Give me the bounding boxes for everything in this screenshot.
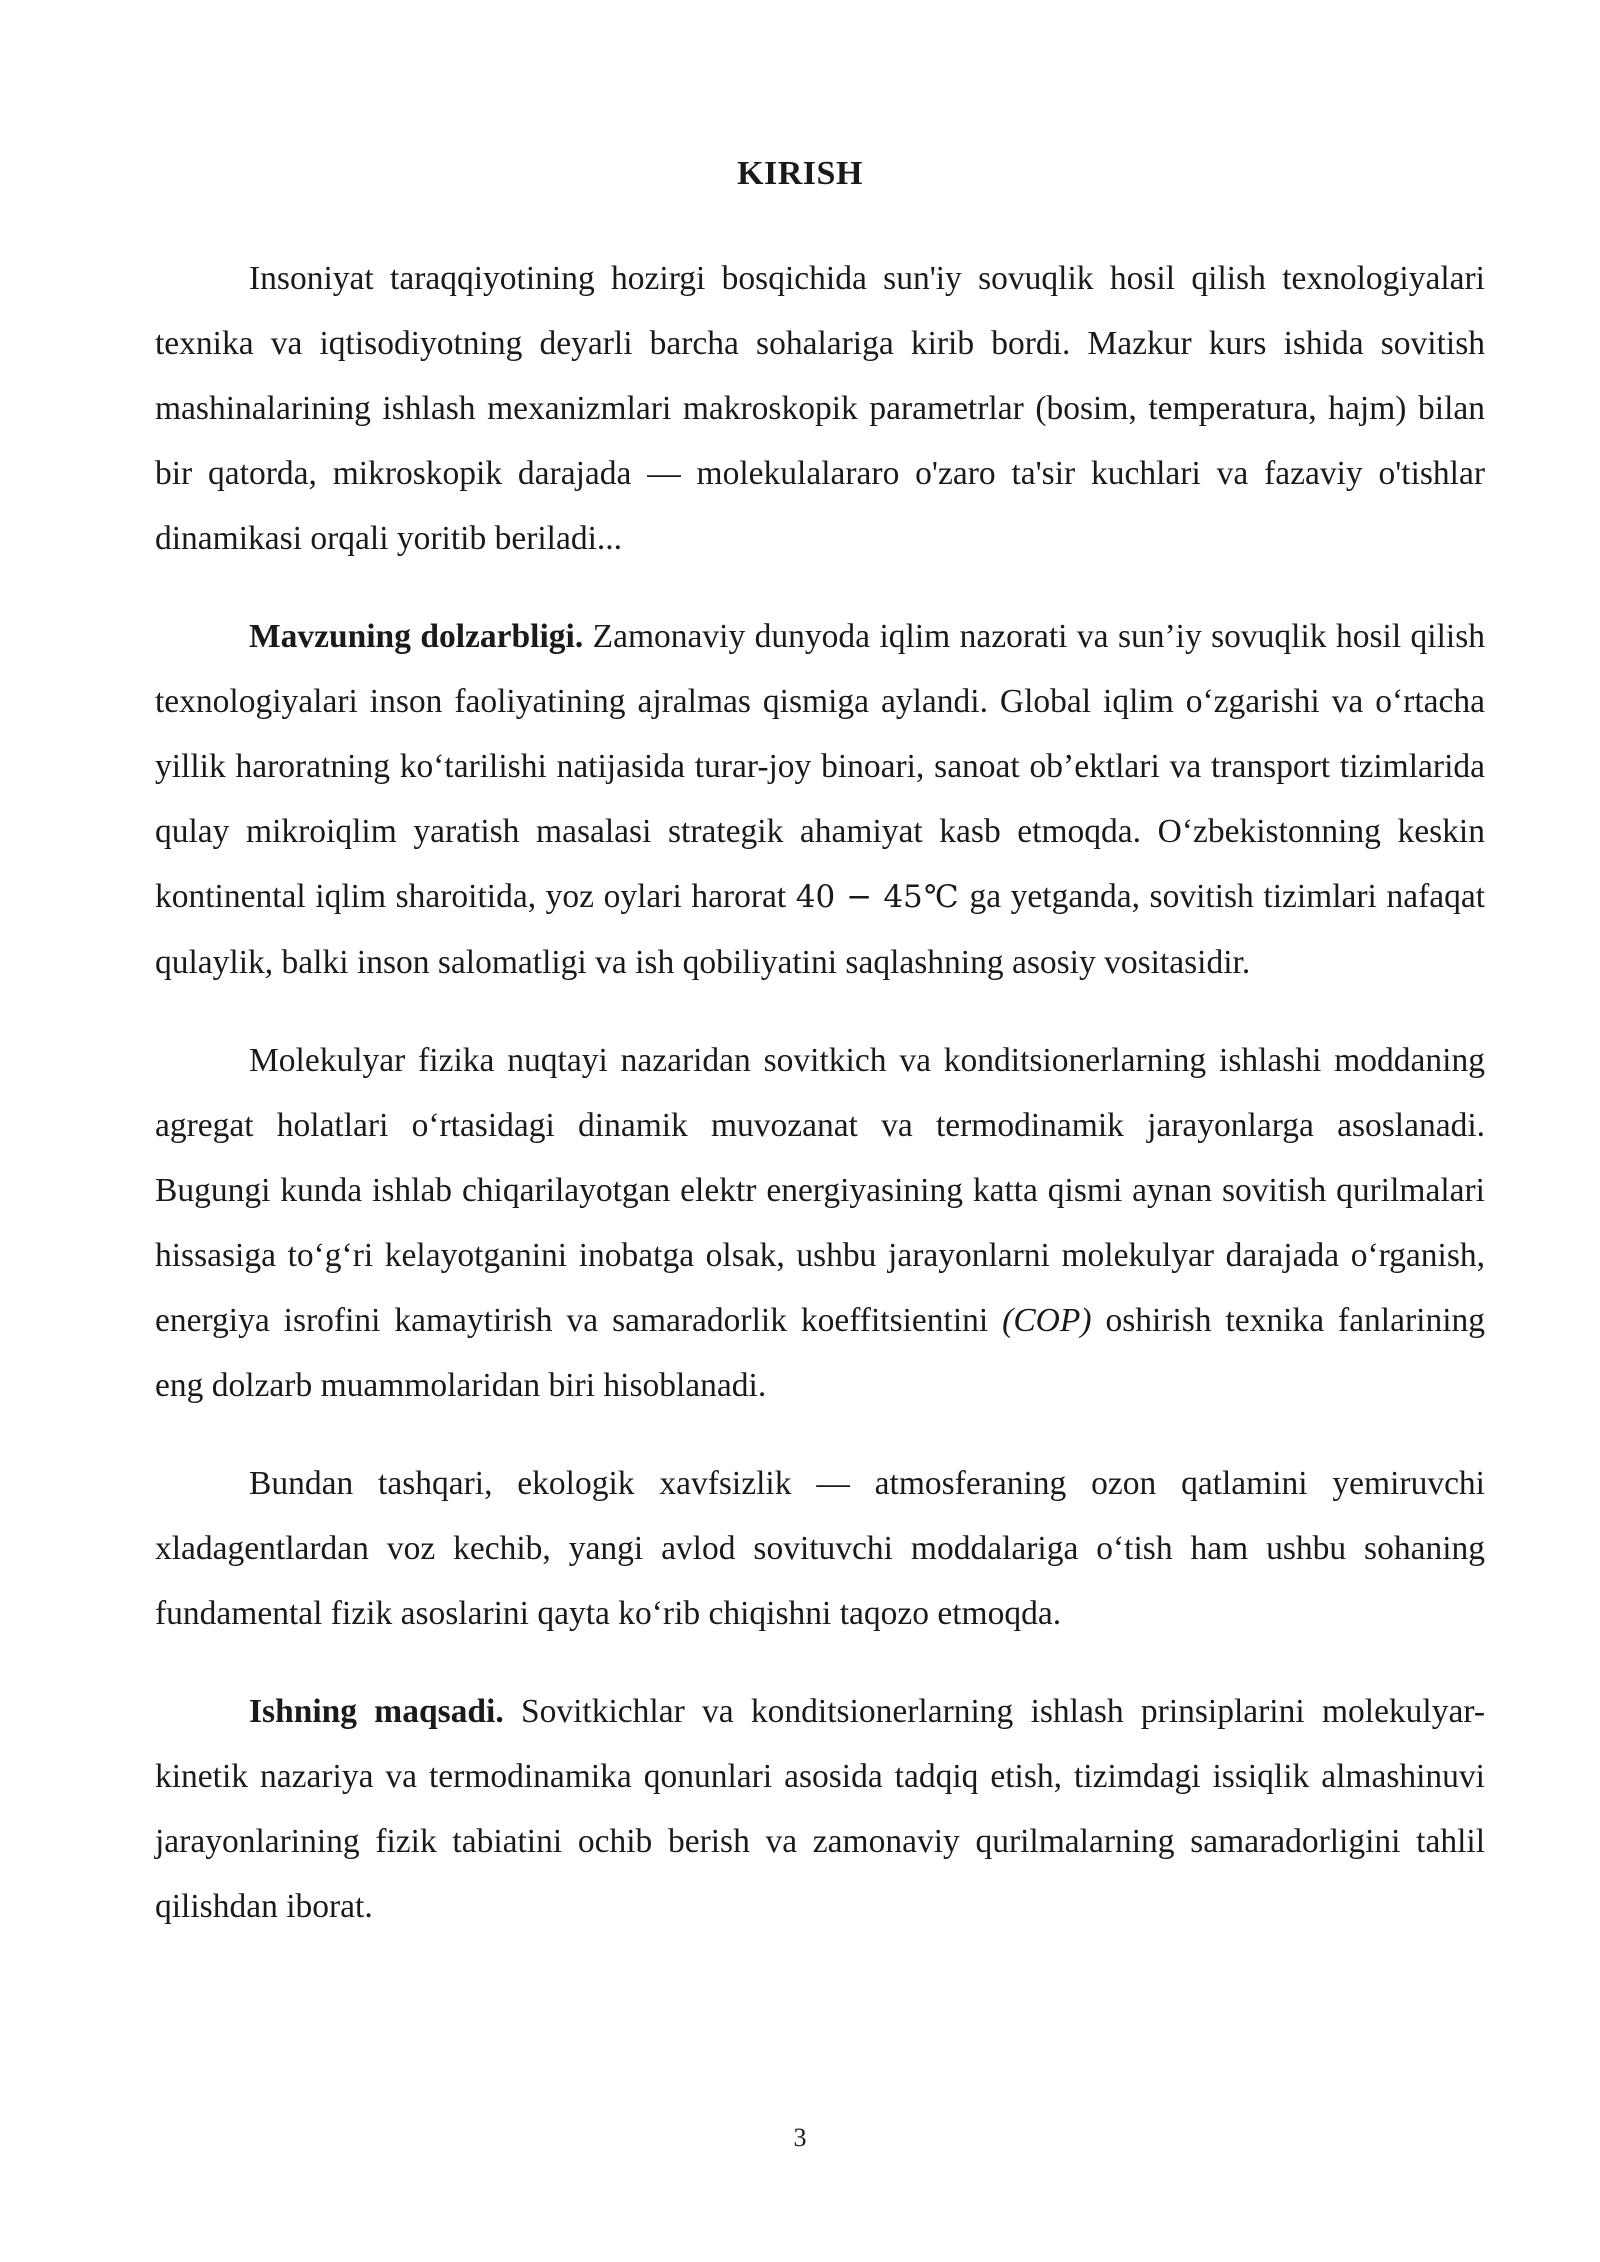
temperature-formula: 40 − 45℃: [795, 879, 960, 915]
paragraph-ecology-text: Bundan tashqari, ekologik xavfsizlik — atmosferaning ozon qatlamini yemiruvchi xladagentlardan voz kechib, yangi avlod sovituvchi moddalariga o‘tish ham ushbu sohaning fundamental fizik asoslarini qayta ko‘rib chiqishni taqozo etmoqda.: [155, 1465, 1485, 1632]
paragraph-ecology: [155, 1451, 1485, 1646]
paragraph-molecular-physics-text: Molekulyar fizika nuqtayi nazaridan sovitkich va konditsionerlarning ishlashi moddaning agregat holatlari o‘rtasidagi dinamik muvozanat va termodinamik jarayonlarga asoslanadi. Bugungi kunda ishlab chiqarilayotgan elektr energiyasining katta qismi aynan sovitish qurilmalari hissasiga to‘g‘ri kelayotganini inobatga olsak, ushbu jarayonlarni molekulyar darajada o‘rganish, energiya isrofini kamaytirish va samaradorlik koeffitsientini: [155, 1042, 1485, 1339]
paragraph-molecular-physics: [155, 1028, 1485, 1418]
body-text: [155, 246, 1485, 1972]
paragraph-relevance-text-end: ga yetganda, sovitish tizimlari nafaqat qulaylik, balki inson salomatligi va ish qobiliyatini saqlashning asosiy vositasidir.: [155, 878, 1486, 981]
paragraph-intro-text: Insoniyat taraqqiyotining hozirgi bosqichida sun'iy sovuqlik hosil qilish texnologiyalari texnika va iqtisodiyotning deyarli barcha sohalariga kirib bordi. Mazkur kurs ishida sovitish mashinalarining ishlash mexanizmlari makroskopik parametrlar (bosim, temperatura, hajm) bilan bir qatorda, mikroskopik darajada — molekulalararo o'zaro ta'sir kuchlari va fazaviy o'tishlar dinamikasi orqali yoritib beriladi...: [155, 260, 1485, 557]
section-heading: KIRISH: [737, 155, 863, 192]
paragraph-molecular-physics-text-end: oshirish texnika fanlarining eng dolzarb muammolaridan biri hisoblanadi.: [155, 1302, 1486, 1404]
paragraph-goal-lead: Ishning maqsadi.: [249, 1693, 504, 1730]
paragraph-goal: [155, 1679, 1485, 1939]
page-number: 3: [793, 2123, 807, 2152]
cop-term: (COP): [1002, 1302, 1092, 1339]
paragraph-intro: [155, 246, 1485, 571]
paragraph-goal-text: Sovitkichlar va konditsionerlarning ishlash prinsiplarini molekulyar-kinetik nazariya va termodinamika qonunlari asosida tadqiq etish, tizimdagi issiqlik almashinuvi jarayonlarining fizik tabiatini ochib berish va zamonaviy qurilmalarning samaradorligini tahlil qilishdan iborat.: [155, 1693, 1485, 1925]
paragraph-relevance: [155, 604, 1485, 995]
paragraph-relevance-lead: Mavzuning dolzarbligi.: [249, 618, 584, 655]
paragraph-relevance-text: Zamonaviy dunyoda iqlim nazorati va sun’iy sovuqlik hosil qilish texnologiyalari inson faoliyatining ajralmas qismiga aylandi. Global iqlim o‘zgarishi va o‘rtacha yillik haroratning ko‘tarilishi natijasida turar-joy binoari, sanoat ob’ektlari va transport tizimlarida qulay mikroiqlim yaratish masalasi strategik ahamiyat kasb etmoqda. O‘zbekistonning keskin kontinental iqlim sharoitida, yoz oylari harorat: [155, 618, 1486, 915]
